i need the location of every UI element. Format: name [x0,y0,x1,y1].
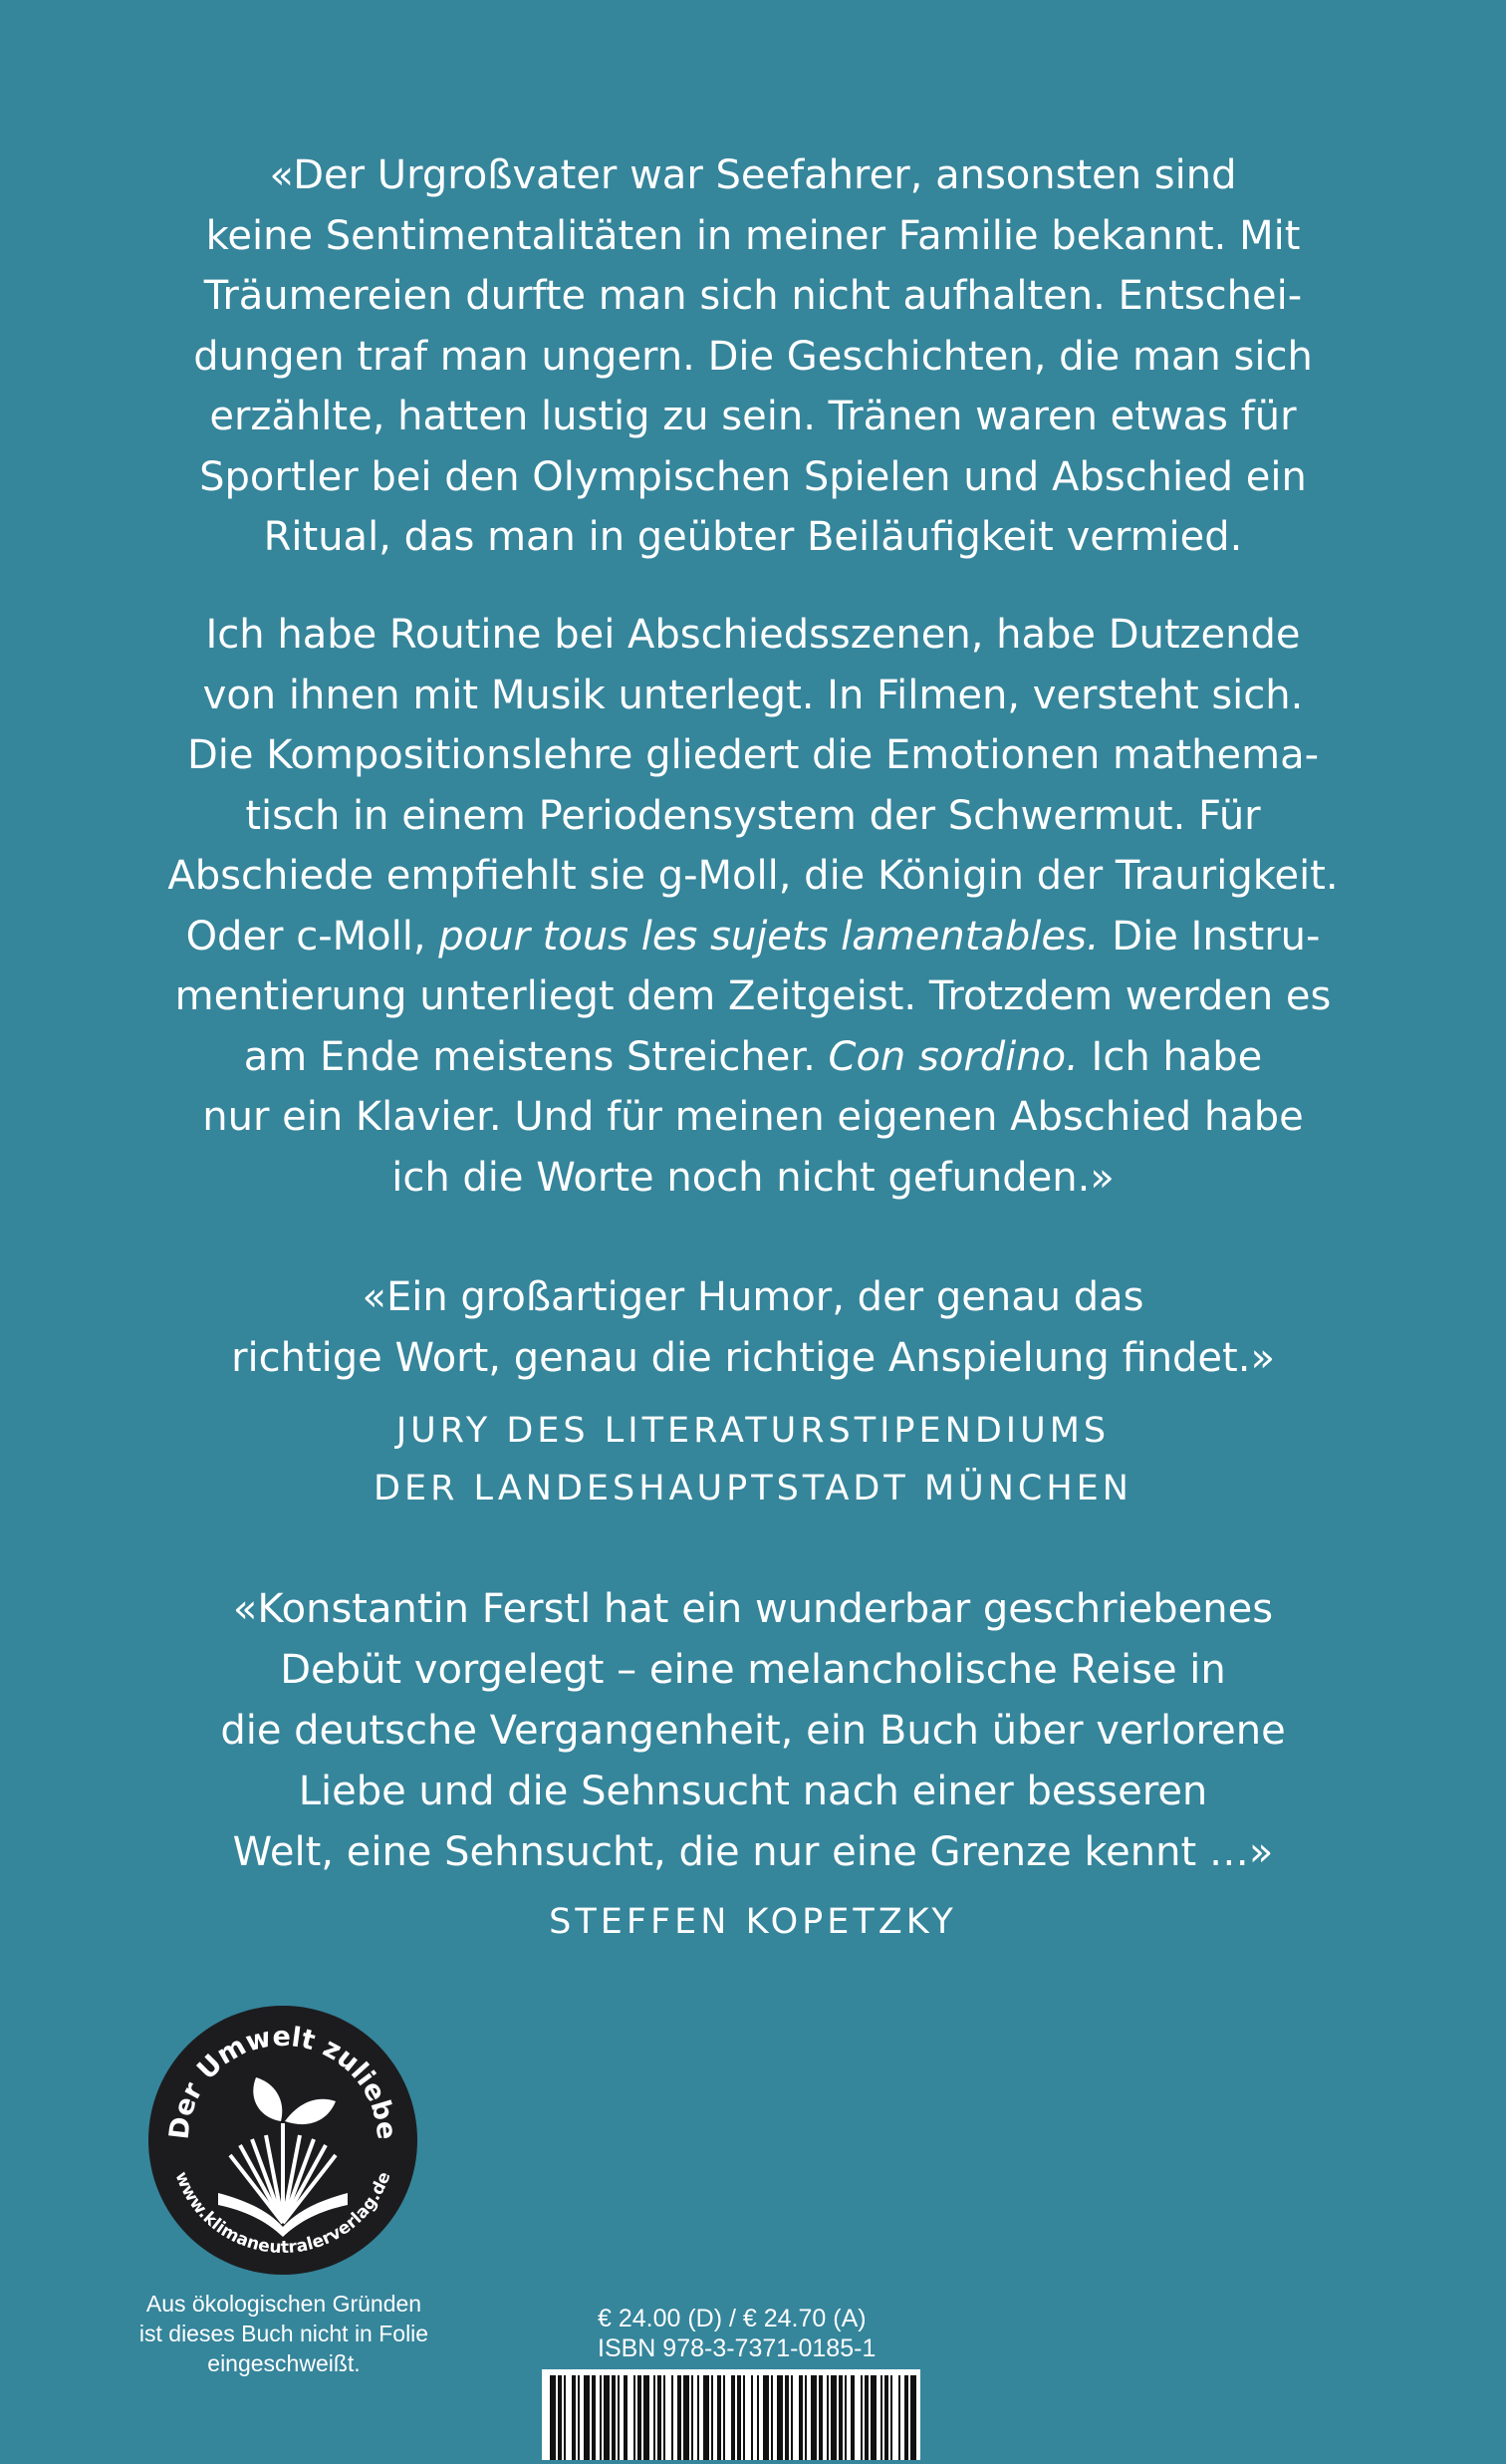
isbn-barcode [542,2369,920,2460]
barcode-bar [592,2375,596,2460]
blurb-line: ich die Worte noch nicht gefunden.» [391,1154,1115,1201]
barcode-bar [763,2375,769,2460]
barcode-bar [703,2375,709,2460]
blurb-line: nur ein Klavier. Und für meinen eigenen Abschied habe [202,1094,1304,1140]
blurb-line: Sportler bei den Olympischen Spielen und Abschied ein [199,453,1307,500]
barcode-bar [612,2375,616,2460]
blurb-paragraph-1 [70,145,1436,568]
review-attribution-2 [70,1893,1436,1951]
blurb-italic-text: pour tous les sujets lamentables. [438,913,1100,959]
barcode-bar [904,2375,908,2460]
price-label: € 24.00 (D) / € 24.70 (A) [598,2305,867,2332]
quote-line: die deutsche Vergangenheit, ein Buch über verlorene [220,1708,1286,1754]
eco-note-line: Aus ökologischen Gründen [145,2291,422,2317]
quote-line: richtige Wort, genau die richtige Anspielung findet.» [231,1335,1275,1381]
barcode-bar [880,2375,882,2460]
blurb-line: dungen traf man ungern. Die Geschichten, die man sich [193,333,1313,380]
barcode-bar [584,2375,590,2460]
barcode-bar [871,2375,877,2460]
quote-line: Liebe und die Sehnsucht nach einer besseren [298,1769,1208,1814]
attribution-line: JURY DES LITERATURSTIPENDIUMS [395,1411,1111,1451]
barcode-bar [691,2375,693,2460]
barcode-bar [633,2375,635,2460]
barcode-bar [799,2375,803,2460]
barcode-bar [558,2375,562,2460]
blurb-italic-text: Con sordino. [828,1033,1079,1080]
blurb-line: tisch in einem Periodensystem der Schwermut. Für [245,792,1261,839]
eco-note-line: eingeschweißt. [207,2350,361,2376]
barcode-bar [851,2375,855,2460]
quote-line: Debüt vorgelegt – eine melancholische Reise in [280,1647,1226,1693]
barcode-bar [811,2375,817,2460]
barcode-bar [711,2375,713,2460]
blurb-text: Oder c-Moll, [185,913,439,959]
blurb-text: Ich habe [1078,1033,1263,1080]
blurb-line: Die Kompositionslehre gliedert die Emotionen mathema- [186,732,1320,778]
barcode-bar [805,2375,807,2460]
barcode-bar [910,2375,916,2460]
barcode-bar [572,2375,576,2460]
quote-line: «Konstantin Ferstl hat ein wunderbar geschriebenes [232,1586,1274,1632]
quote-line: Welt, eine Sehnsucht, die nur eine Grenze kennt …» [232,1829,1274,1875]
blurb-text: am Ende meistens Streicher. [243,1033,829,1080]
quote-line: «Ein großartiger Humor, der genau das [362,1274,1144,1320]
barcode-bar [751,2375,753,2460]
barcode-bar [697,2375,699,2460]
blurb-line: von ihnen mit Musik unterlegt. In Filmen, versteht sich. [202,672,1304,718]
barcode-bar [743,2375,745,2460]
climate-neutral-badge [148,2006,417,2275]
barcode-bar [771,2375,773,2460]
blurb-line: keine Sentimentalitäten in meiner Familie bekannt. Mit [205,212,1301,259]
leaf-right-icon [285,2099,336,2124]
barcode-bar [723,2375,725,2460]
barcode-bar [819,2375,823,2460]
barcode-bar [731,2375,735,2460]
barcode-bar [653,2375,655,2460]
blurb-line: Ich habe Routine bei Abschiedsszenen, habe Dutzende [205,612,1301,658]
barcode-bar [683,2375,689,2460]
barcode-bar [564,2375,566,2460]
barcode-bar [898,2375,900,2460]
barcode-bar [717,2375,721,2460]
barcode-bar [791,2375,793,2460]
leaf-left-icon [253,2077,282,2121]
attribution-line: STEFFEN KOPETZKY [549,1902,957,1942]
barcode-bar [618,2375,620,2460]
barcode-bar [550,2375,556,2460]
isbn-label: ISBN 978-3-7371-0185-1 [598,2334,877,2362]
eco-note-line: ist dieses Buch nicht in Folie [138,2321,429,2346]
book-leaf-icon [148,2006,417,2275]
barcode-bar [604,2375,610,2460]
barcode-bar [890,2375,892,2460]
barcode-bar [657,2375,661,2460]
review-quote-1 [70,1267,1436,1389]
blurb-line [70,1027,1436,1088]
barcode-bar [624,2375,628,2460]
barcode-bar [831,2375,837,2460]
badge-top-text: Der Umwelt zuliebe [163,2021,402,2141]
blurb-line: mentierung unterliegt dem Zeitgeist. Trotzdem werden es [174,973,1332,1019]
barcode-bar [737,2375,741,2460]
attribution-line: DER LANDESHAUPTSTADT MÜNCHEN [374,1469,1132,1508]
barcode-bar [663,2375,665,2460]
review-quote-2 [70,1579,1436,1883]
barcode-bar [884,2375,888,2460]
barcode-bar [785,2375,789,2460]
blurb-text: Die Instru- [1099,913,1321,959]
svg-text:Der Umwelt zuliebe [164,2022,402,2141]
blurb-line: erzählte, hatten lustig zu sein. Tränen waren etwas für [209,394,1297,439]
blurb-line: Ritual, das man in geübter Beiläufigkeit vermied. [263,514,1243,560]
barcode-bar [671,2375,673,2460]
barcode-bar [777,2375,783,2460]
blurb-line: «Der Urgroßvater war Seefahrer, ansonsten sind [269,152,1237,198]
barcode-bar [839,2375,843,2460]
barcode-bar [845,2375,847,2460]
barcode-bars [542,2369,920,2460]
barcode-bar [578,2375,580,2460]
barcode-bar [643,2375,649,2460]
barcode-bar [757,2375,759,2460]
blurb-line [70,907,1436,967]
blurb-paragraph-2 [70,605,1436,1208]
blurb-line: Abschiede empfiehlt sie g-Moll, die Königin der Traurigkeit. [167,853,1339,899]
barcode-bar [861,2375,863,2460]
eco-note [105,2289,463,2378]
barcode-bar [637,2375,641,2460]
barcode-bar [827,2375,829,2460]
review-attribution-1 [70,1402,1436,1517]
blurb-line: Träumereien durfte man sich nicht aufhalten. Entschei- [203,273,1303,319]
badge-bottom-text: www.klimaneutralerverlag.de [170,2168,395,2259]
barcode-bar [600,2375,602,2460]
barcode-bar [865,2375,869,2460]
barcode-bar [677,2375,681,2460]
